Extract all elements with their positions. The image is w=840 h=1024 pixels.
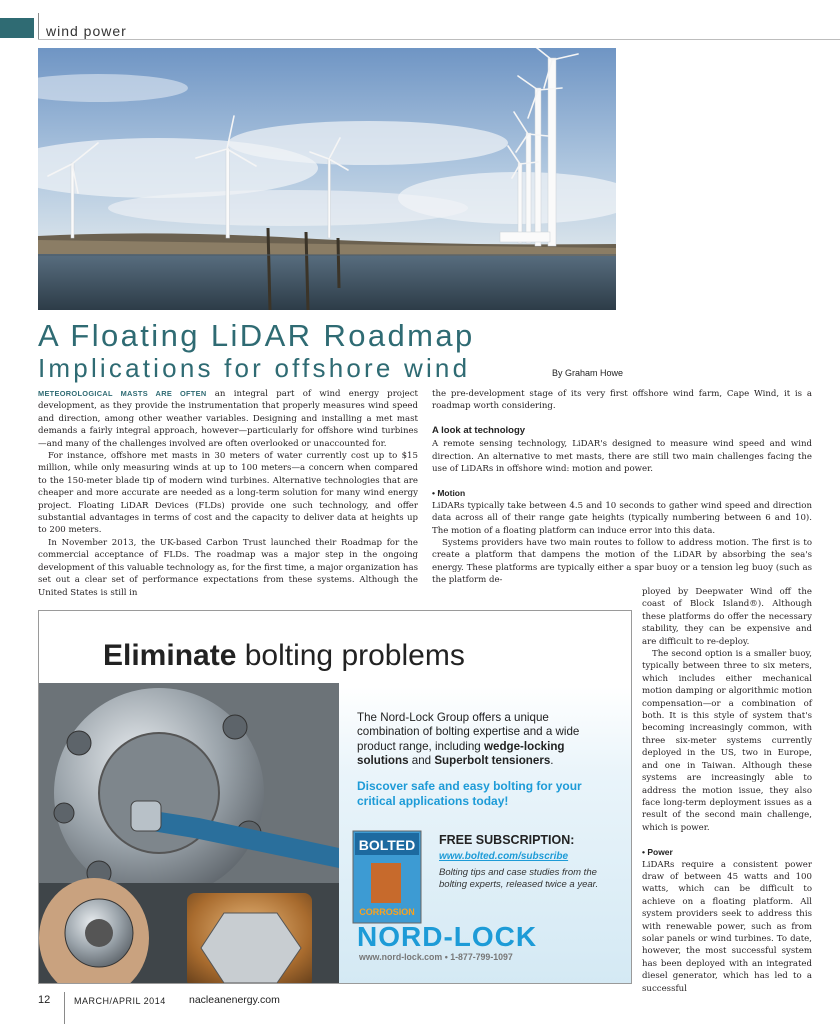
article-column-3 — [642, 586, 812, 995]
paragraph: METEOROLOGICAL MASTS ARE OFTEN an integral part of wind energy project development, as they provide the instrumentation that properly measures wind speed and direction, among other weather variables. Designing and installing a met mast demands a fairly integral approach, however—particularly for offshore wind turbines—and many of the challenges involved are often overlooked or unaccounted for. — [38, 389, 418, 449]
paragraph: LiDARs typically take between 4.5 and 10 seconds to gather wind speed and direction data across all of their range gate heights (typically numbering between 6 and 10). The motion of a floating platform can induce error into this data. — [432, 500, 812, 536]
bullet-heading: • Power — [642, 847, 673, 858]
ad-contact[interactable]: www.nord-lock.com • 1-877-799-1097 — [359, 952, 513, 962]
issue-date: MARCH/APRIL 2014 — [74, 996, 166, 1006]
article-column-1 — [38, 388, 418, 599]
header-rule — [38, 39, 840, 40]
publication-site: nacleanenergy.com — [189, 994, 280, 1006]
paragraph: The second option is a smaller buoy, typically between three to six meters, which includes either mechanical motion damping or algorithmic motion compensation—or a combination of both. It is this style of system that's becoming increasingly common, with three six-meter systems currently deployed in the US, two in Europe, and one in Taiwan. Although these systems are increasingly able to address the motion issue, they also face long-term deployment issues as a result of the second main challenge, which is power. — [642, 649, 812, 833]
nord-lock-logo: NORD-LOCK — [357, 921, 538, 952]
ad-body-copy: The Nord-Lock Group offers a unique combination of bolting expertise and a wide product range, including wedge-locking solutions and Superbolt tensioners. — [357, 711, 580, 768]
ad-headline: Eliminate bolting problems — [103, 639, 465, 672]
article-subtitle: Implications for offshore wind — [38, 353, 471, 383]
folio-divider — [64, 992, 65, 1024]
bolted-magazine-cover — [351, 827, 427, 927]
paragraph: LiDARs require a consistent power draw of between 45 watts and 100 watts, which can be difficult to achieve on a floating platform. All system providers seek to address this with renewable power, such as from solar panels or wind turbines. To date, however, the most successful system has been deployed with an integrated diesel generator, which has led to a successful — [642, 859, 812, 994]
section-heading: A look at technology — [432, 424, 526, 436]
svg-text:BOLTED: BOLTED — [358, 837, 416, 853]
wind-turbines-photo — [38, 48, 616, 310]
lead-in: METEOROLOGICAL MASTS ARE OFTEN — [38, 389, 207, 398]
ad-tagline: Bolting tips and case studies from the bolting experts, released twice a year. — [439, 867, 599, 890]
paragraph: A remote sensing technology, LiDAR's designed to measure wind speed and wind direction. An alternative to met masts, there are still two main challenges facing the use of LiDARs in offshore wind: motion and power. — [432, 439, 812, 475]
svg-text:CORROSION: CORROSION — [359, 907, 415, 917]
page-number: 12 — [38, 994, 51, 1006]
ad-call-to-action: Discover safe and easy bolting for your critical applications today! — [357, 779, 582, 808]
free-subscription-label: FREE SUBSCRIPTION: — [439, 833, 575, 847]
paragraph: For instance, offshore met masts in 30 meters of water currently cost up to $15 million, while only measuring winds at up to 100 meters—a concern when compared to the 150-meter blade tip of modern wind turbines. Alternative technologies that are cheaper and more accurate are needed as a long-term solution for many wind energy project. Floating LiDAR Devices (FLDs) provide one such technology, and offer substantial advantages in terms of cost and the capacity to deliver data at heights up to 200 meters. — [38, 451, 418, 536]
section-color-tab — [0, 18, 34, 38]
subscribe-link[interactable]: www.bolted.com/subscribe — [439, 851, 569, 862]
nord-lock-advertisement[interactable] — [38, 610, 632, 984]
paragraph: ployed by Deepwater Wind off the coast of Block Island®). Although these platforms do offer the necessary stability, they can be expensive and are difficult to re-deploy. — [642, 587, 812, 647]
article-title: A Floating LiDAR Roadmap — [38, 318, 475, 353]
article-column-2 — [432, 388, 812, 587]
article-byline: By Graham Howe — [552, 368, 624, 378]
bullet-heading: • Motion — [432, 488, 466, 499]
paragraph: In November 2013, the UK-based Carbon Trust launched their Roadmap for the commercial acceptance of FLDs. The roadmap was a major step in the ongoing development of this valuable technology as, for the first time, a major organization has set out a clear set of performance expectations from these systems. Although the United States is still in — [38, 537, 418, 598]
section-label: wind power — [46, 23, 127, 39]
paragraph: Systems providers have two main routes to follow to address motion. The first is to create a platform that dampens the motion of the LiDAR by absorbing the sea's energy. These platforms are typically either a spar buoy or a tension leg buoy (such as the platform de- — [432, 538, 812, 586]
bolts-photo — [39, 683, 339, 984]
paragraph: the pre-development stage of its very first offshore wind farm, Cape Wind, it is a roadmap worth considering. — [432, 389, 812, 412]
section-divider — [38, 13, 39, 39]
